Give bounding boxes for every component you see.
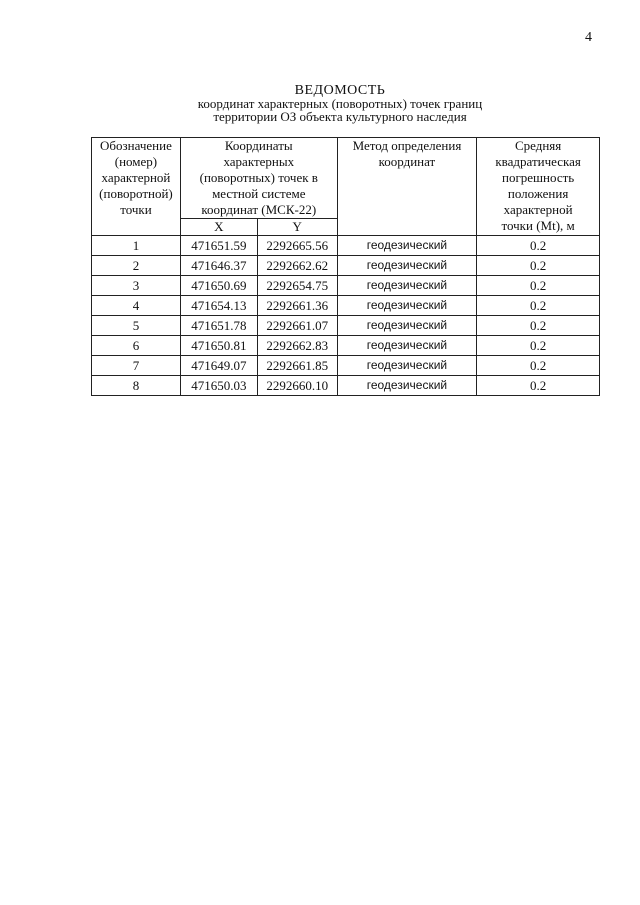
document-title-block [160, 84, 520, 123]
document-subtitle-line-1: координат характерных (поворотных) точек границ [197, 96, 483, 111]
header-method: Метод определения координат [337, 138, 477, 236]
method-cell: геодезический [337, 316, 477, 336]
table-row [92, 276, 600, 296]
error-cell: 0.2 [477, 356, 600, 376]
table-row [92, 256, 600, 276]
point-id-cell: 2 [92, 256, 181, 276]
x-coordinate-cell: 471651.59 [180, 236, 257, 256]
method-cell: геодезический [337, 276, 477, 296]
y-coordinate-cell: 2292662.83 [257, 336, 337, 356]
point-id-cell: 1 [92, 236, 181, 256]
coordinates-table [91, 137, 600, 396]
error-cell: 0.2 [477, 316, 600, 336]
header-error: Средняя квадратическая погрешность положения характерной точки (Mt), м [477, 138, 600, 236]
table-row [92, 236, 600, 256]
document-subtitle-line-2: территории ОЗ объекта культурного наследия [213, 109, 467, 124]
header-point-id: Обозначение (номер) характерной (поворотной) точки [92, 138, 181, 236]
point-id-cell: 5 [92, 316, 181, 336]
y-coordinate-cell: 2292660.10 [257, 376, 337, 396]
table-row [92, 296, 600, 316]
table-row [92, 356, 600, 376]
x-coordinate-cell: 471650.81 [180, 336, 257, 356]
error-cell: 0.2 [477, 236, 600, 256]
table-row [92, 376, 600, 396]
method-cell: геодезический [337, 376, 477, 396]
header-x: X [180, 219, 257, 236]
x-coordinate-cell: 471651.78 [180, 316, 257, 336]
point-id-cell: 3 [92, 276, 181, 296]
error-cell: 0.2 [477, 296, 600, 316]
point-id-cell: 7 [92, 356, 181, 376]
point-id-cell: 4 [92, 296, 181, 316]
error-cell: 0.2 [477, 336, 600, 356]
page-number: 4 [585, 30, 592, 45]
x-coordinate-cell: 471654.13 [180, 296, 257, 316]
x-coordinate-cell: 471650.03 [180, 376, 257, 396]
table-body [92, 236, 600, 396]
method-cell: геодезический [337, 296, 477, 316]
method-cell: геодезический [337, 236, 477, 256]
header-y: Y [257, 219, 337, 236]
x-coordinate-cell: 471646.37 [180, 256, 257, 276]
error-cell: 0.2 [477, 376, 600, 396]
y-coordinate-cell: 2292661.36 [257, 296, 337, 316]
x-coordinate-cell: 471649.07 [180, 356, 257, 376]
y-coordinate-cell: 2292665.56 [257, 236, 337, 256]
document-title: ВЕДОМОСТЬ [294, 83, 386, 98]
y-coordinate-cell: 2292661.85 [257, 356, 337, 376]
error-cell: 0.2 [477, 276, 600, 296]
table-row [92, 316, 600, 336]
error-cell: 0.2 [477, 256, 600, 276]
y-coordinate-cell: 2292662.62 [257, 256, 337, 276]
x-coordinate-cell: 471650.69 [180, 276, 257, 296]
y-coordinate-cell: 2292654.75 [257, 276, 337, 296]
method-cell: геодезический [337, 356, 477, 376]
y-coordinate-cell: 2292661.07 [257, 316, 337, 336]
header-row-top [92, 138, 600, 219]
table-header [92, 138, 600, 236]
method-cell: геодезический [337, 336, 477, 356]
table-row [92, 336, 600, 356]
point-id-cell: 6 [92, 336, 181, 356]
point-id-cell: 8 [92, 376, 181, 396]
header-coordinates: Координаты характерных (поворотных) точек в местной системе координат (МСК-22) [180, 138, 337, 219]
method-cell: геодезический [337, 256, 477, 276]
